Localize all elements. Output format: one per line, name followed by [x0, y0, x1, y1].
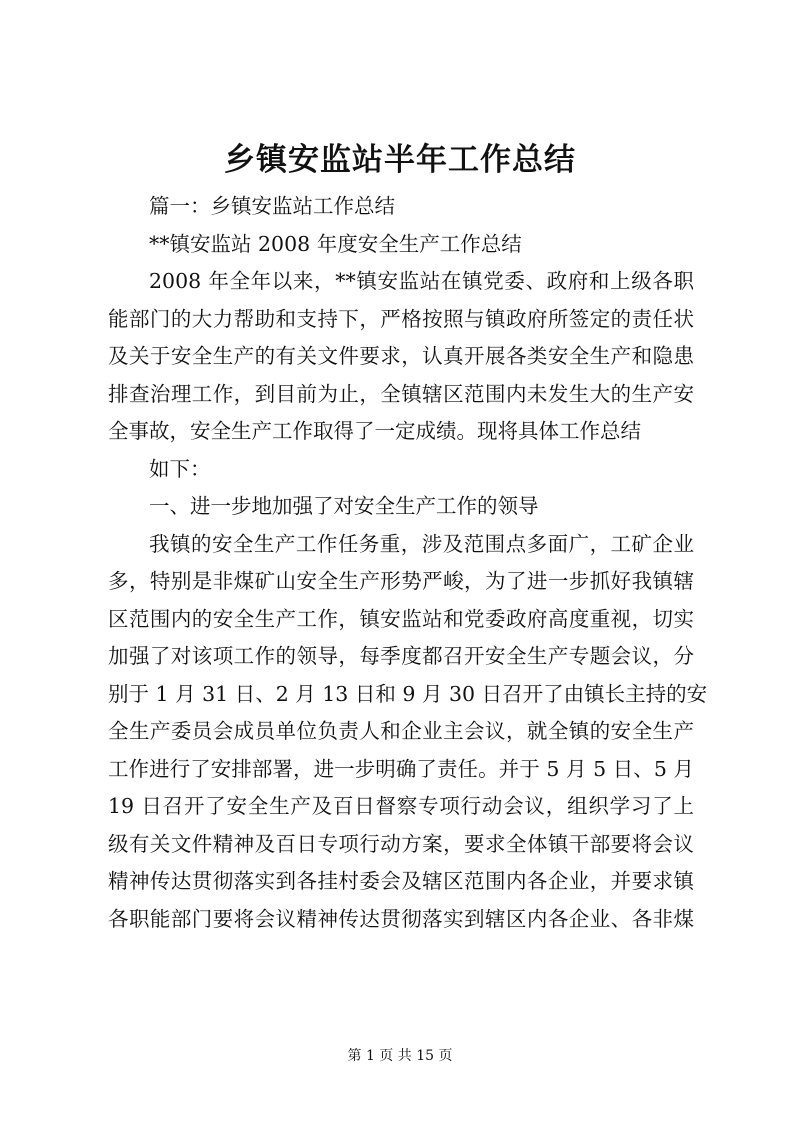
document-title: 乡镇安监站半年工作总结 — [224, 142, 576, 178]
paragraph-line: 全生产委员会成员单位负责人和企业主会议，就全镇的安全生产 — [108, 719, 694, 743]
paragraph-line: 及关于安全生产的有关文件要求，认真开展各类安全生产和隐患 — [108, 344, 694, 368]
paragraph-line: 加强了对该项工作的领导，每季度都召开安全生产专题会议，分 — [108, 644, 694, 668]
paragraph-line: 全事故，安全生产工作取得了一定成绩。现将具体工作总结 — [108, 419, 641, 443]
paragraph-line: 工作进行了安排部署，进一步明确了责任。并于 5 月 5 日、5 月 — [108, 756, 694, 781]
paragraph-line: 精神传达贯彻落实到各挂村委会及辖区范围内各企业，并要求镇 — [108, 869, 694, 893]
paragraph-line: 区范围内的安全生产工作，镇安监站和党委政府高度重视，切实 — [108, 606, 694, 631]
paragraph-line: 2008 年全年以来，**镇安监站在镇党委、政府和上级各职 — [149, 269, 694, 293]
subheading: **镇安监站 2008 年度安全生产工作总结 — [149, 231, 522, 256]
paragraph-line: 如下： — [149, 456, 211, 481]
section-heading: 篇一：乡镇安监站工作总结 — [149, 194, 395, 218]
paragraph-line: 19 日召开了安全生产及百日督察专项行动会议，组织学习了上 — [108, 794, 694, 818]
document-body — [108, 188, 708, 938]
paragraph-line: 能部门的大力帮助和支持下，严格按照与镇政府所签定的责任状 — [108, 306, 694, 331]
page-number-footer: 第 1 页 共 15 页 — [347, 1048, 453, 1064]
paragraph-line: 别于 1 月 31 日、2 月 13 日和 9 月 30 日召开了由镇长主持的安 — [108, 681, 708, 706]
paragraph-line: 我镇的安全生产工作任务重，涉及范围点多面广，工矿企业 — [149, 531, 694, 556]
paragraph-line: 多，特别是非煤矿山安全生产形势严峻，为了进一步抓好我镇辖 — [108, 569, 694, 593]
paragraph-line: 级有关文件精神及百日专项行动方案，要求全体镇干部要将会议 — [108, 831, 694, 856]
paragraph-line: 排查治理工作，到目前为止，全镇辖区范围内未发生大的生产安 — [108, 381, 694, 406]
paragraph-line: 各职能部门要将会议精神传达贯彻落实到辖区内各企业、各非煤 — [108, 906, 694, 931]
section-heading: 一、进一步地加强了对安全生产工作的领导 — [149, 494, 539, 518]
